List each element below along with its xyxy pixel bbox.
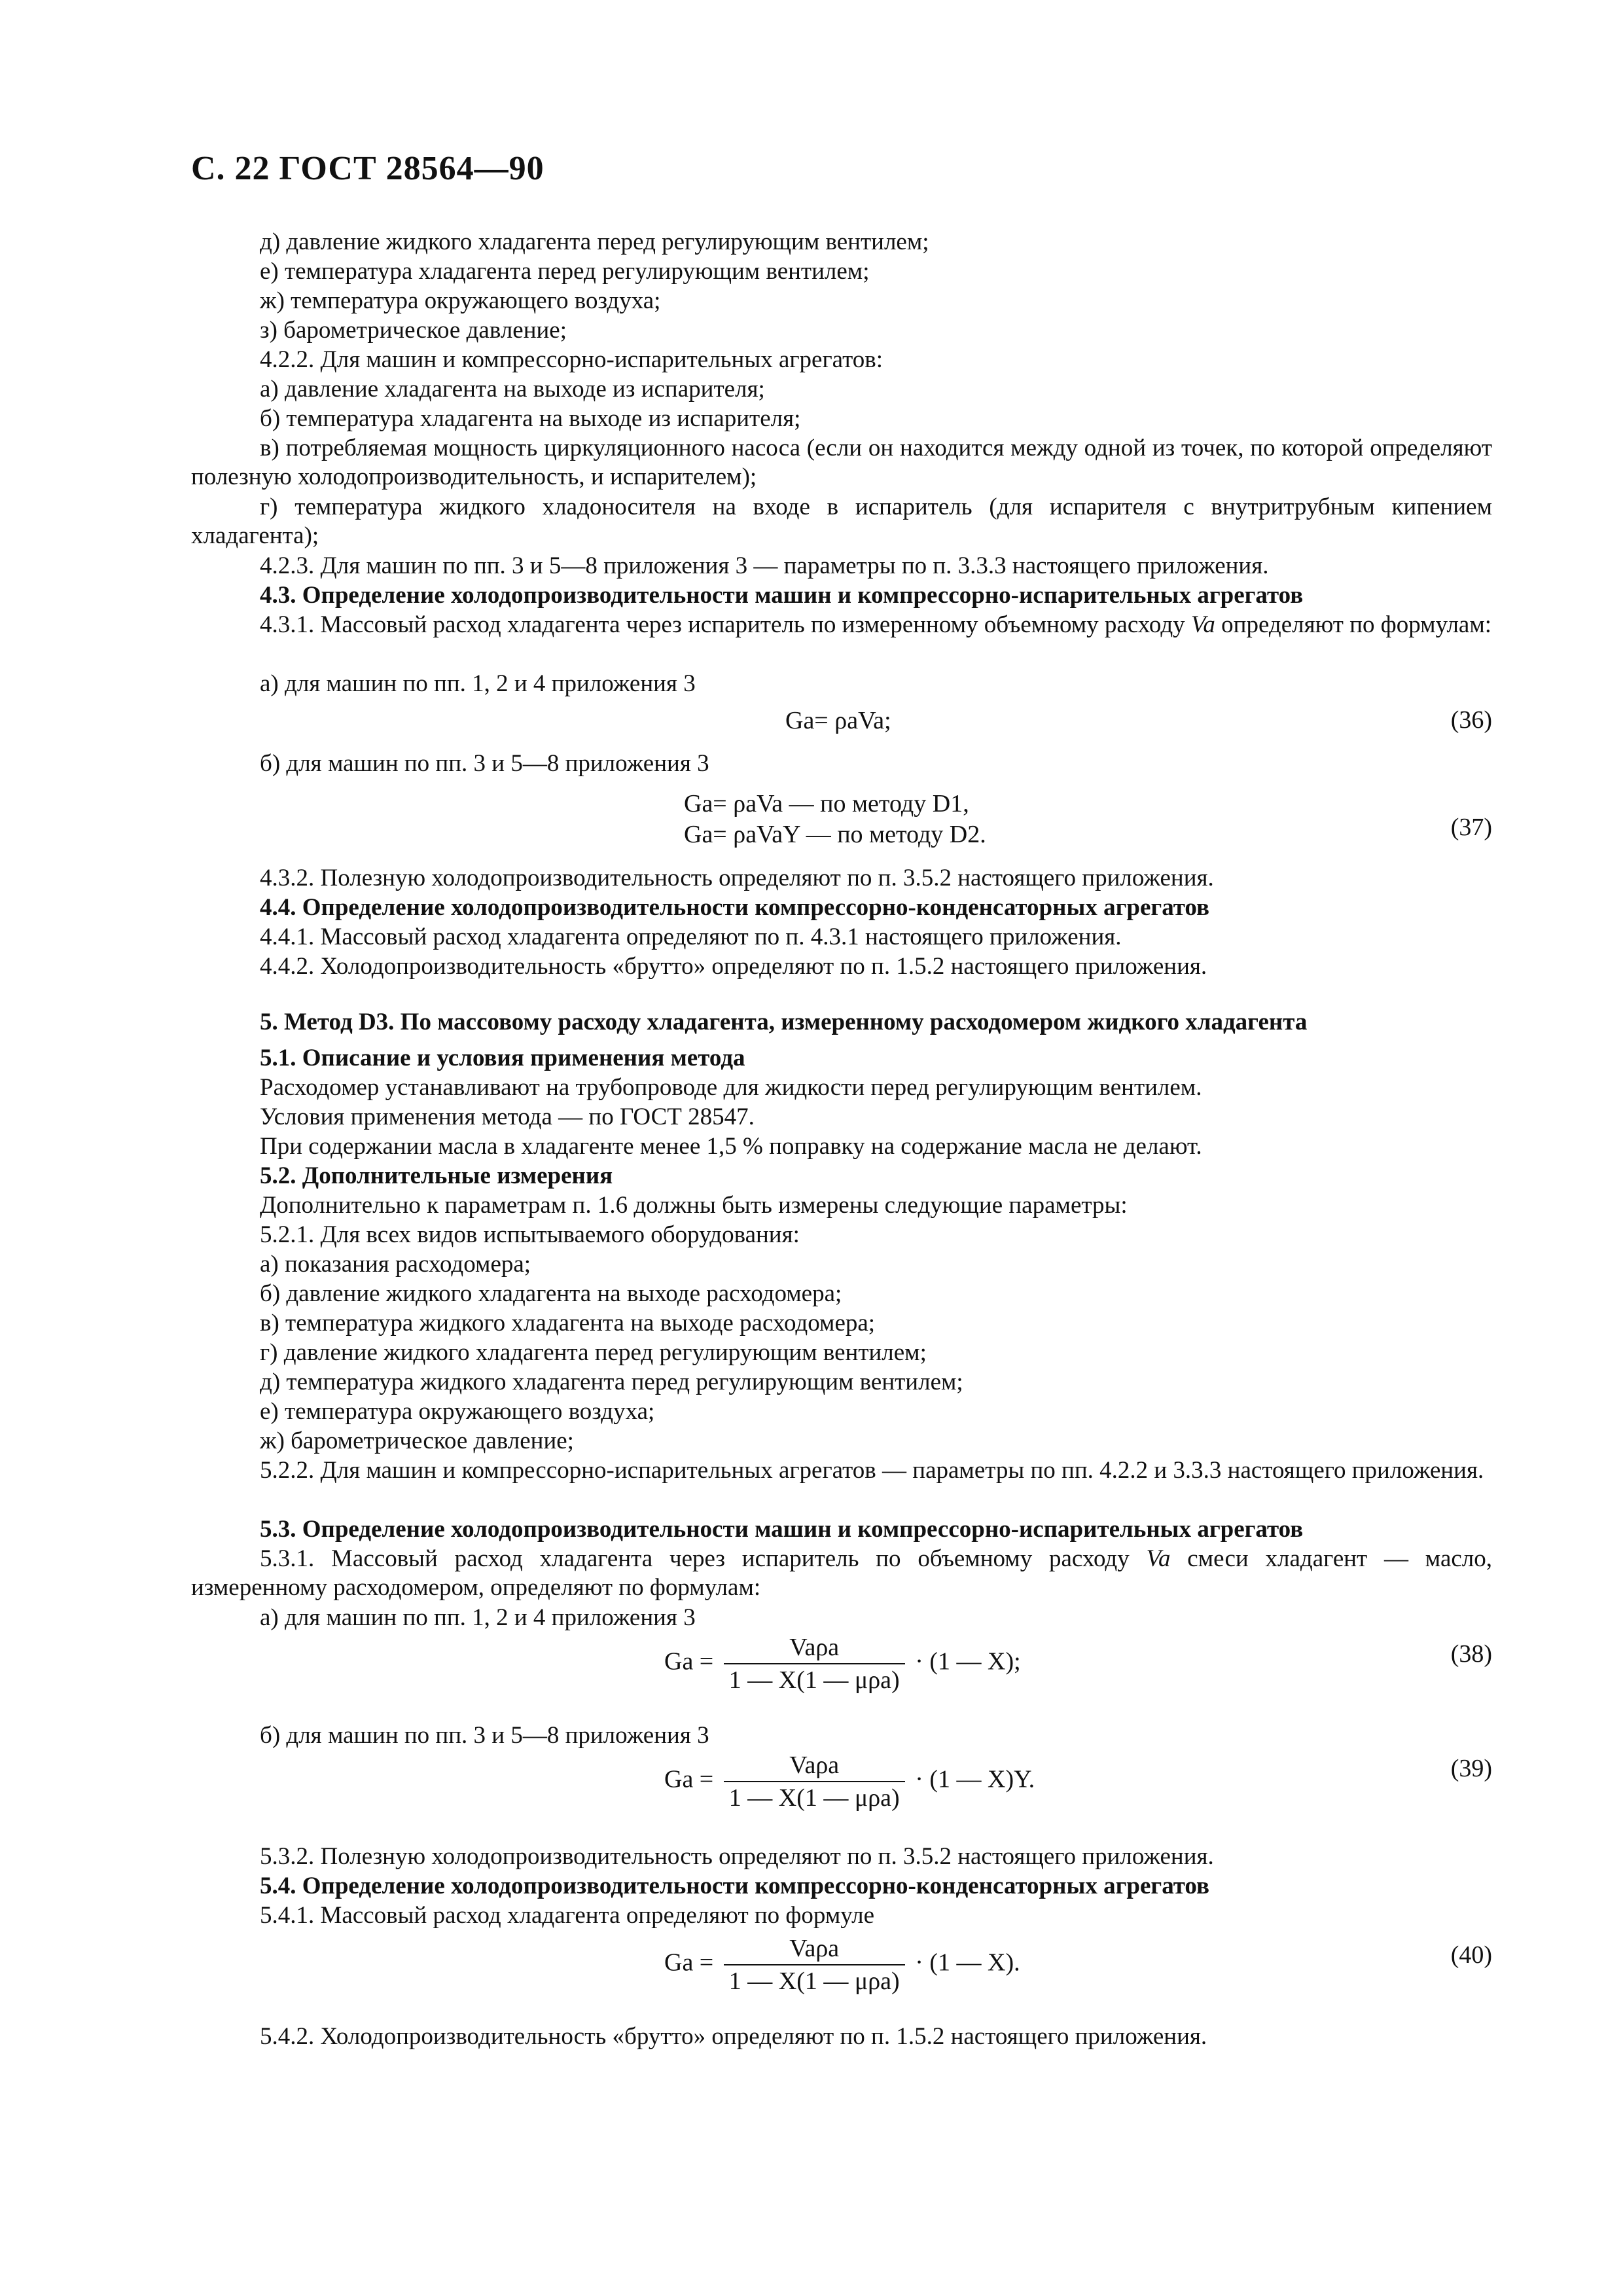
formula-lhs: Ga = (664, 1765, 714, 1793)
list-item: а) для машин по пп. 1, 2 и 4 приложения 3 (260, 670, 696, 697)
clause-5-2-1: 5.2.1. Для всех видов испытываемого оборудования: (260, 1221, 800, 1248)
page-header: С. 22 ГОСТ 28564—90 (191, 150, 544, 187)
formula-rhs: · (1 — X); (915, 1647, 1021, 1676)
list-item: а) показания расходомера; (260, 1251, 531, 1278)
formula-lhs: Ga = (664, 1948, 714, 1977)
clause-4-3-2: 4.3.2. Полезную холодопроизводительность определяют по п. 3.5.2 настоящего приложения. (260, 865, 1214, 891)
list-item: б) для машин по пп. 3 и 5—8 приложения 3 (260, 1722, 709, 1749)
list-item: д) температура жидкого хладагента перед регулирующим вентилем; (260, 1369, 963, 1395)
equation-number-39: (39) (1450, 1755, 1492, 1782)
denominator: 1 — X(1 — μρa) (728, 1666, 900, 1694)
fraction (724, 1934, 905, 1996)
var-va: Va (1190, 611, 1215, 638)
var-va: Va (1146, 1545, 1171, 1572)
clause-5-4-2: 5.4.2. Холодопроизводительность «брутто» определяют по п. 1.5.2 настоящего приложения. (260, 2023, 1207, 2050)
list-item: б) давление жидкого хладагента на выходе расходомера; (260, 1280, 842, 1307)
section-heading-5-1: 5.1. Описание и условия применения метода (260, 1045, 745, 1071)
list-item: г) температура жидкого хладоносителя на входе в испаритель (для испарителя с внутритрубным кипением хладагента); (191, 493, 1492, 549)
clause-5-4-1: 5.4.1. Массовый расход хладагента определяют по формуле (260, 1902, 875, 1929)
formula-37-d1: Ga= ρaVa — по методу D1, (684, 790, 969, 817)
formula-36: Ga= ρaVa; (785, 707, 891, 734)
clause-4-4-2: 4.4.2. Холодопроизводительность «брутто» определяют по п. 1.5.2 настоящего приложения. (260, 953, 1207, 980)
clause-5-3-2: 5.3.2. Полезную холодопроизводительность определяют по п. 3.5.2 настоящего приложения. (260, 1843, 1214, 1870)
fraction (724, 1633, 905, 1695)
clause-5-2-2: 5.2.2. Для машин и компрессорно-испарительных агрегатов — параметры по пп. 4.2.2 и 3.3.3 настоящего приложения. (260, 1457, 1484, 1484)
list-item: е) температура хладагента перед регулирующим вентилем; (260, 258, 870, 285)
formula-rhs: · (1 — X). (915, 1948, 1020, 1977)
paragraph: Условия применения метода — по ГОСТ 28547. (260, 1103, 755, 1130)
list-item: б) для машин по пп. 3 и 5—8 приложения 3 (260, 750, 709, 777)
clause-5-3-1 (191, 1545, 1492, 1602)
clause-text: смеси хладагент — масло, измеренному расходомером, определяют по формулам: (191, 1545, 1492, 1601)
fraction (724, 1751, 905, 1812)
equation-number-38: (38) (1450, 1640, 1492, 1668)
equation-number-37: (37) (1450, 814, 1492, 841)
list-item: г) давление жидкого хладагента перед регулирующим вентилем; (260, 1339, 927, 1366)
list-item: в) температура жидкого хладагента на выходе расходомера; (260, 1310, 876, 1336)
denominator: 1 — X(1 — μρa) (728, 1784, 900, 1812)
clause-text: 4.3.1. Массовый расход хладагента через испаритель по измеренному объемному расходу (260, 611, 1191, 638)
list-item: в) потребляемая мощность циркуляционного насоса (если он находится между одной из точек, по которой определяют полезную холодопроизводительность, и испарителем); (191, 435, 1492, 490)
formula-rhs: · (1 — X)Y. (915, 1765, 1035, 1793)
equation-number-40: (40) (1450, 1941, 1492, 1969)
formula-39 (664, 1751, 1035, 1812)
paragraph: При содержании масла в хладагенте менее 1,5 % поправку на содержание масла не делают. (260, 1133, 1202, 1160)
paragraph: Дополнительно к параметрам п. 1.6 должны быть измерены следующие параметры: (260, 1192, 1128, 1219)
formula-lhs: Ga = (664, 1647, 714, 1676)
list-item: е) температура окружающего воздуха; (260, 1398, 655, 1425)
section-heading-5-4: 5.4. Определение холодопроизводительности компрессорно-конденсаторных агрегатов (260, 1873, 1209, 1899)
list-item: д) давление жидкого хладагента перед регулирующим вентилем; (260, 228, 929, 255)
paragraph: Расходомер устанавливают на трубопроводе для жидкости перед регулирующим вентилем. (260, 1074, 1202, 1101)
clause-text: определяют по формулам: (1215, 611, 1492, 638)
list-item: б) температура хладагента на выходе из испарителя; (260, 405, 801, 432)
list-item: ж) барометрическое давление; (260, 1427, 574, 1454)
formula-38 (664, 1633, 1021, 1695)
equation-number-36: (36) (1450, 706, 1492, 734)
clause-4-3-1 (191, 611, 1492, 639)
formula-37-d2: Ga= ρaVaY — по методу D2. (684, 821, 986, 848)
section-heading-5: 5. Метод D3. По массовому расходу хладагента, измеренному расходомером жидкого хладагента (260, 1009, 1308, 1035)
denominator: 1 — X(1 — μρa) (728, 1967, 900, 1995)
list-item: а) для машин по пп. 1, 2 и 4 приложения 3 (260, 1604, 696, 1631)
formula-40 (664, 1934, 1020, 1996)
numerator: Vaρa (724, 1934, 905, 1965)
section-heading-4-4: 4.4. Определение холодопроизводительности компрессорно-конденсаторных агрегатов (260, 894, 1209, 921)
section-heading-4-3: 4.3. Определение холодопроизводительности машин и компрессорно-испарительных агрегатов (260, 582, 1304, 609)
numerator: Vaρa (724, 1751, 905, 1782)
list-item: з) барометрическое давление; (260, 317, 567, 344)
clause-4-2-2: 4.2.2. Для машин и компрессорно-испарительных агрегатов: (260, 346, 883, 373)
section-heading-5-2: 5.2. Дополнительные измерения (260, 1162, 613, 1189)
clause-4-4-1: 4.4.1. Массовый расход хладагента определяют по п. 4.3.1 настоящего приложения. (260, 924, 1122, 950)
clause-text: 5.3.1. Массовый расход хладагента через испаритель по объемному расходу (260, 1545, 1147, 1572)
section-heading-5-3: 5.3. Определение холодопроизводительности машин и компрессорно-испарительных агрегатов (260, 1516, 1304, 1543)
numerator: Vaρa (724, 1633, 905, 1664)
list-item: ж) температура окружающего воздуха; (260, 287, 661, 314)
list-item: а) давление хладагента на выходе из испарителя; (260, 376, 765, 403)
clause-4-2-3: 4.2.3. Для машин по пп. 3 и 5—8 приложения 3 — параметры по п. 3.3.3 настоящего приложения. (260, 552, 1269, 579)
